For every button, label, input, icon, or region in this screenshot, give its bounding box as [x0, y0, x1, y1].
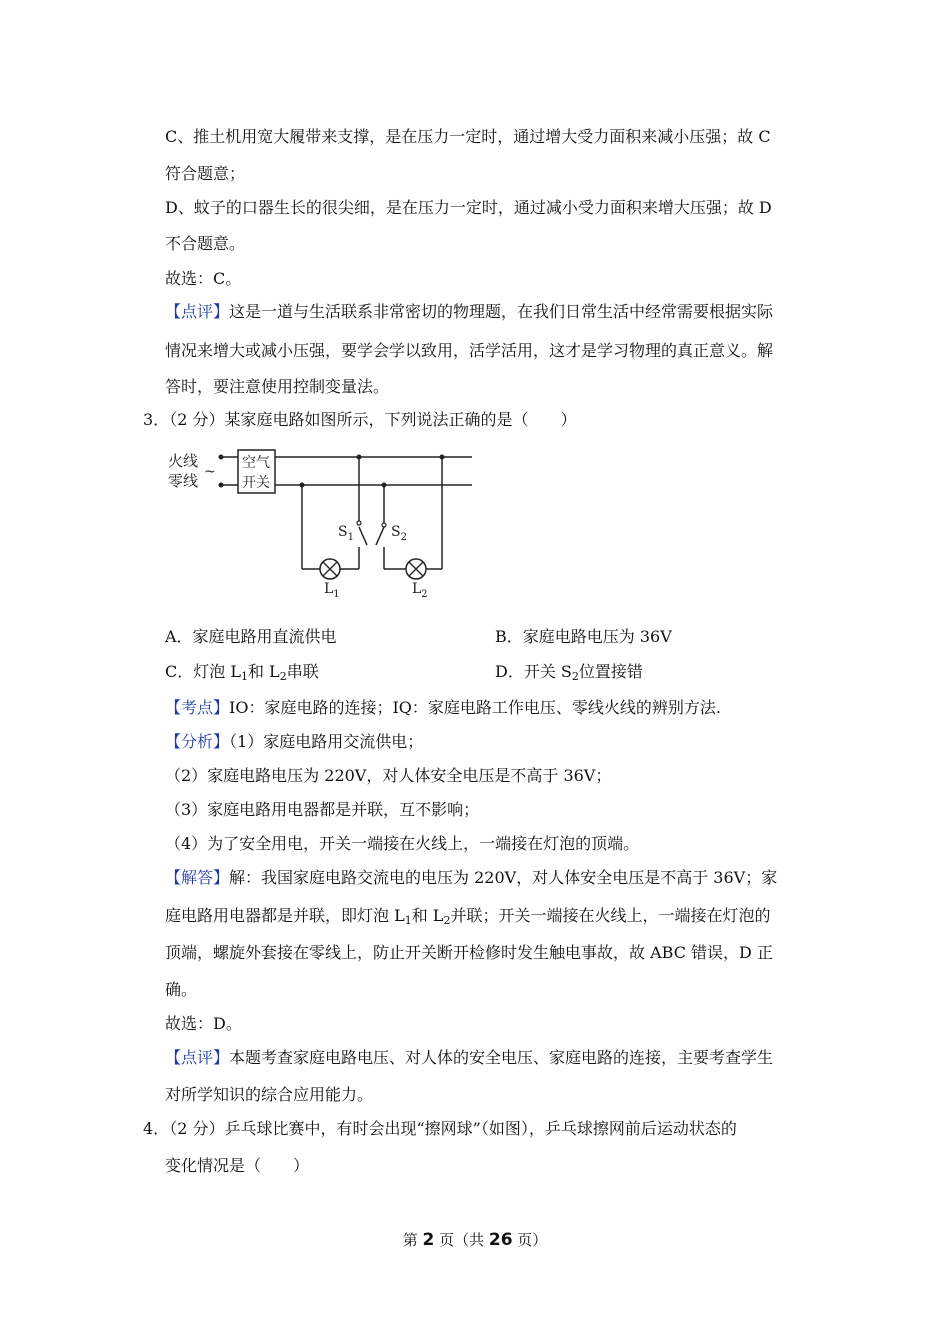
air-switch-label-bottom: 开关	[242, 475, 270, 491]
q3-fenxi-2: （2）家庭电路电压为 220V，对人体安全电压是不高于 36V；	[165, 766, 612, 785]
q3-option-d: D．开关 $S_2$位置接错	[495, 662, 643, 683]
prev-option-d-line2: 不合题意。	[165, 234, 246, 253]
prev-comment-line1: 【点评】这是一道与生活联系非常密切的物理题，在我们日常生活中经常需要根据实际	[165, 302, 774, 321]
page-footer: 第 2 页（共 26 页）	[402, 1230, 548, 1250]
q3-option-a: A．家庭电路用直流供电	[165, 627, 337, 646]
q3-kaodian: 【考点】IO：家庭电路的连接；IQ：家庭电路工作电压、零线火线的辨别方法.	[165, 698, 721, 717]
circuit-diagram	[162, 445, 482, 605]
l1-label: $L_1$	[324, 581, 340, 600]
prev-option-c-line2: 符合题意；	[165, 164, 246, 183]
q3-jieda-2: 庭电路用电器都是并联，即灯泡 $L_1$和 $L_2$并联；开关一端接在火线上，一端接在灯泡的	[165, 906, 771, 927]
q3-option-c: C．灯泡 $L_1$和 $L_2$串联	[165, 662, 319, 683]
prev-option-c-line1: C、推土机用宽大履带来支撑，是在压力一定时，通过增大受力面积来减小压强；故 C	[165, 127, 771, 146]
q3-option-b: B．家庭电路电压为 36V	[495, 627, 672, 646]
s1-label: $S_1$	[338, 524, 354, 543]
q3-jieda-3: 顶端，螺旋外套接在零线上，防止开关断开检修时发生触电事故，故 ABC 错误，D 正	[165, 943, 773, 962]
dianping-tag: 【点评】	[165, 1048, 230, 1067]
switch-s2-icon	[376, 527, 384, 545]
comment-tag: 【点评】	[165, 302, 230, 321]
s2-label: $S_2$	[391, 524, 407, 543]
fenxi-tag: 【分析】	[165, 732, 230, 751]
prev-comment-line3: 答时，要注意使用控制变量法。	[165, 377, 390, 396]
q3-dianping-1: 【点评】本题考查家庭电路电压、对人体的安全电压、家庭电路的连接，主要考查学生	[165, 1048, 774, 1067]
switch-s1-icon	[359, 527, 367, 545]
q3-fenxi-4: （4）为了安全用电，开关一端接在火线上，一端接在灯泡的顶端。	[165, 834, 640, 853]
kaodian-tag: 【考点】	[165, 698, 230, 717]
page-number: 2	[422, 1230, 435, 1250]
live-wire-label: 火线	[168, 452, 199, 470]
q4-number: 4．	[143, 1119, 170, 1138]
prev-comment-line2: 情况来增大或减小压强，要学会学以致用，活学活用，这才是学习物理的真正意义。解	[165, 341, 774, 360]
prev-option-d-line1: D、蚊子的口器生长的很尖细，是在压力一定时，通过减小受力面积来增大压强；故 D	[165, 198, 772, 217]
neutral-wire-label: 零线	[168, 472, 199, 490]
q4-stem-1: 4．（2 分）乒乓球比赛中，有时会出现“擦网球”（如图），乒乓球擦网前后运动状态的	[143, 1119, 737, 1138]
page-total: 26	[488, 1230, 513, 1250]
q3-fenxi: 【分析】（1）家庭电路用交流供电；	[165, 732, 424, 751]
q3-dianping-2: 对所学知识的综合应用能力。	[165, 1085, 374, 1104]
q3-jieda-4: 确。	[165, 980, 198, 999]
prev-choice: 故选：C。	[165, 269, 242, 288]
l2-label: $L_2$	[412, 581, 428, 600]
q3-jieda-1: 【解答】解：我国家庭电路交流电的电压为 220V，对人体安全电压是不高于 36V；家	[165, 868, 778, 887]
q3-fenxi-3: （3）家庭电路用电器都是并联，互不影响；	[165, 800, 480, 819]
q4-stem-2: 变化情况是（ ）	[165, 1156, 310, 1175]
q3-choice: 故选：D。	[165, 1014, 242, 1033]
air-switch-label-top: 空气	[242, 455, 270, 471]
jieda-tag: 【解答】	[165, 868, 230, 887]
q3-stem: 3．（2 分）某家庭电路如图所示，下列说法正确的是（ ）	[143, 410, 577, 429]
ac-symbol: ~	[204, 464, 216, 480]
q3-number: 3．	[143, 410, 170, 429]
